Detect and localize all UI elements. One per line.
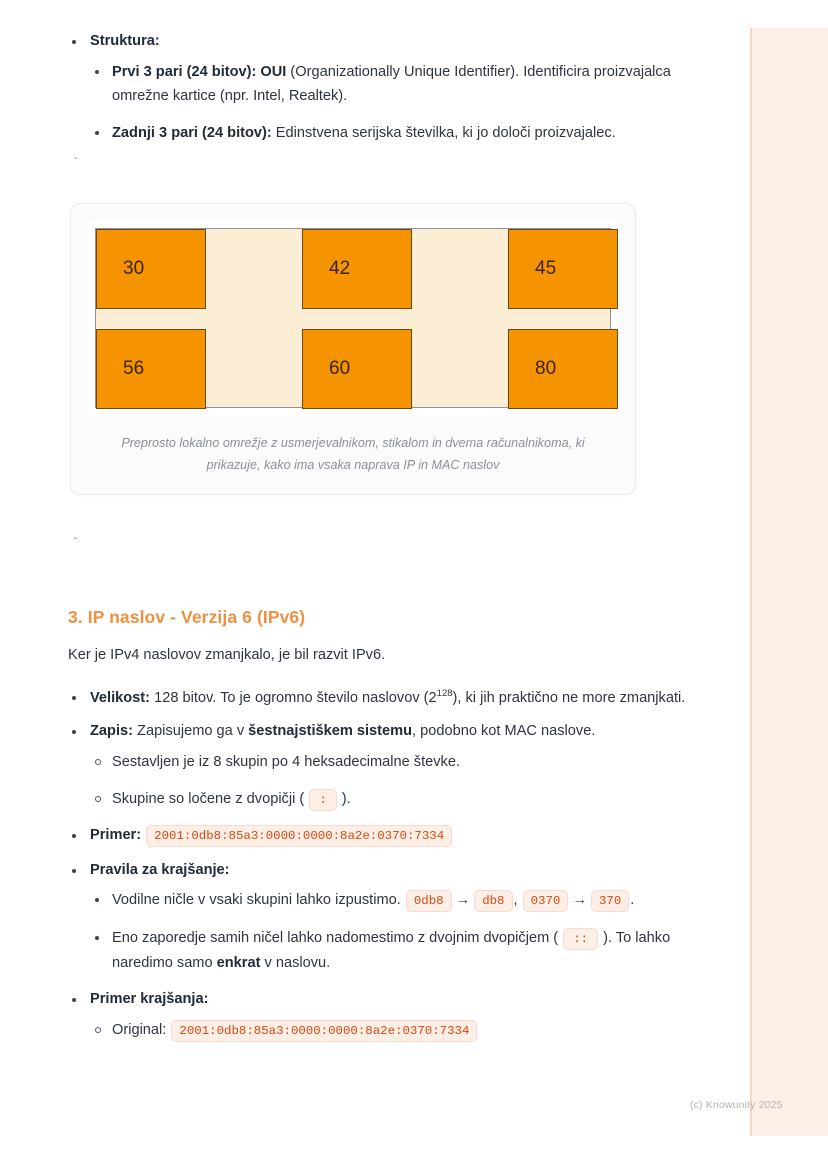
figure-caption: Preprosto lokalno omrežje z usmerjevalnikom, stikalom in dvema računalnikoma, ki prikazuje, kako ima vsaka naprava IP in MAC naslov xyxy=(121,436,585,473)
diagram-box-3 xyxy=(508,229,618,309)
stray-backtick-top: ` xyxy=(72,156,80,171)
item-text-b: ). xyxy=(337,790,351,807)
struktura-sublist xyxy=(90,60,690,146)
diagram-box-4 xyxy=(96,329,206,409)
item-bold: Zadnji 3 pari (24 bitov): xyxy=(112,124,272,141)
code-chip-370: 370 xyxy=(591,890,629,912)
diagram-box-6 xyxy=(508,329,618,409)
list-item xyxy=(90,121,690,146)
figure-card xyxy=(70,203,636,495)
item-text: (Organizationally Unique Identifier). Identificira proizvajalca omrežne kartice (npr. Intel, Realtek). xyxy=(112,63,671,105)
list-item-struktura xyxy=(68,30,690,145)
diagram-box-5 xyxy=(302,329,412,409)
list-item-primer-krajsanja xyxy=(68,988,690,1043)
diagram-box-label: 42 xyxy=(329,258,351,280)
ipv6-list xyxy=(68,686,690,1043)
list-item-rule-1 xyxy=(90,888,690,914)
primer-krajsanja-sublist xyxy=(90,1018,690,1044)
original-label: Original: xyxy=(112,1021,167,1038)
code-chip-ipv6-example: 2001:0db8:85a3:0000:0000:8a2e:0370:7334 xyxy=(146,825,452,847)
primer-label: Primer: xyxy=(90,827,142,844)
code-chip-double-colon: :: xyxy=(563,928,598,950)
item-text: Sestavljen je iz 8 skupin po 4 heksadecimalne števke. xyxy=(112,754,461,771)
list-item-pravila xyxy=(68,859,690,976)
pravila-label: Pravila za krajšanje: xyxy=(90,861,230,878)
page-title: 3. IP naslov - Verzija 6 (IPv6) xyxy=(68,607,306,628)
diagram-box-1 xyxy=(96,229,206,309)
list-item xyxy=(90,787,690,813)
item-bold: Prvi 3 pari (24 bitov): OUI xyxy=(112,63,287,80)
diagram-box-2 xyxy=(302,229,412,309)
arrow-icon: → xyxy=(455,892,471,909)
rule2-text-b: ). To lahko naredimo samo xyxy=(112,929,671,972)
zapis-bold-b: šestnajstiškem sistemu xyxy=(248,723,413,740)
code-chip-0db8: 0db8 xyxy=(406,890,452,912)
diagram-box-label: 45 xyxy=(535,258,557,280)
velikost-text-b: ), ki jih praktično ne more zmanjkati. xyxy=(452,689,686,706)
rule1-comma: , xyxy=(513,892,518,909)
diagram-box-label: 80 xyxy=(535,358,557,380)
list-item-zapis xyxy=(68,720,690,812)
struktura-label: Struktura: xyxy=(90,33,160,49)
struktura-list xyxy=(68,30,690,145)
list-item-velikost xyxy=(68,686,690,711)
right-side-band xyxy=(750,28,828,1136)
zapis-text-b: , podobno kot MAC naslove. xyxy=(412,723,596,740)
rule2-text-a: Eno zaporedje samih ničel lahko nadomestimo z dvojnim dvopičjem ( xyxy=(112,929,563,946)
code-chip-0370: 0370 xyxy=(523,890,569,912)
code-chip-db8: db8 xyxy=(474,890,512,912)
figure-inner xyxy=(87,220,619,416)
watermark: (c) Knowunity 2025 xyxy=(690,1099,783,1111)
diagram-box-label: 56 xyxy=(123,358,145,380)
list-item xyxy=(90,750,690,775)
list-item-primer xyxy=(68,824,690,849)
velikost-text-a: 128 bitov. To je ogromno število naslovov (2 xyxy=(150,689,437,706)
code-chip-colon: : xyxy=(309,789,336,811)
rule1-period: . xyxy=(630,892,635,909)
rule2-text-c: v naslovu. xyxy=(260,955,331,972)
list-item xyxy=(90,60,690,109)
zapis-text-a: Zapisujemo ga v xyxy=(132,723,249,740)
diagram-box-label: 60 xyxy=(329,358,351,380)
velikost-label: Velikost: xyxy=(90,689,151,706)
item-text-a: Skupine so ločene z dvopičji ( xyxy=(112,790,309,807)
zapis-label: Zapis: xyxy=(90,723,133,740)
list-item-rule-2 xyxy=(90,926,690,976)
section-lead: Ker je IPv4 naslovov zmanjkalo, je bil razvit IPv6. xyxy=(68,647,386,664)
arrow-icon: → xyxy=(572,892,587,909)
diagram-box-label: 30 xyxy=(123,258,145,280)
item-text: Edinstvena serijska številka, ki jo določi proizvajalec. xyxy=(271,124,616,141)
velikost-exponent: 128 xyxy=(436,687,453,699)
rule2-bold: enkrat xyxy=(216,955,261,972)
rule1-text: Vodilne ničle v vsaki skupini lahko izpustimo. xyxy=(112,892,401,909)
zapis-sublist xyxy=(90,750,690,812)
pravila-sublist xyxy=(90,888,690,976)
code-chip-original: 2001:0db8:85a3:0000:0000:8a2e:0370:7334 xyxy=(171,1020,477,1042)
primer-krajsanja-label: Primer krajšanja: xyxy=(90,990,209,1007)
list-item xyxy=(90,1018,690,1044)
stray-backtick-bottom: ` xyxy=(72,536,80,551)
network-diagram xyxy=(95,228,611,408)
